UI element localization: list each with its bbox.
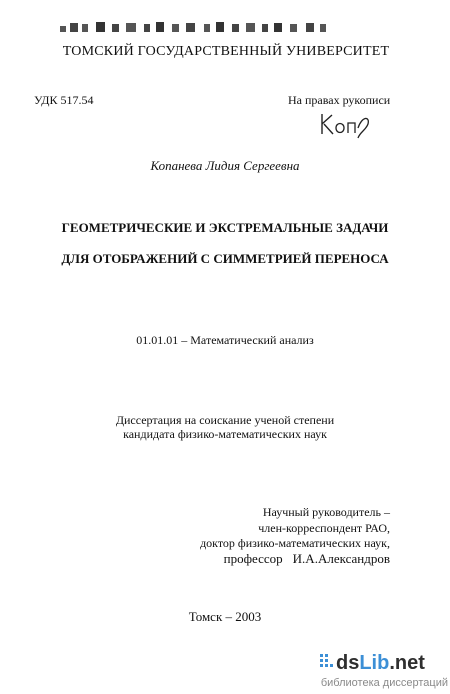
supervisor-title: профессор: [223, 551, 283, 566]
dslib-watermark: [318, 648, 448, 692]
rights-notice: На правах рукописи: [288, 93, 391, 107]
author-name: Копанева Лидия Сергеевна: [150, 158, 300, 173]
dslib-logo-icon: [320, 654, 333, 667]
thesis-title-line-1: ГЕОМЕТРИЧЕСКИЕ И ЭКСТРЕМАЛЬНЫЕ ЗАДАЧИ: [61, 220, 389, 235]
city-year: Томск – 2003: [188, 609, 262, 624]
library-stamp-marks: [60, 18, 330, 40]
dslib-logo: [318, 648, 448, 676]
specialty-code: 01.01.01 – Математический анализ: [136, 333, 314, 347]
university-name: ТОМСКИЙ ГОСУДАРСТВЕННЫЙ УНИВЕРСИТЕТ: [62, 44, 390, 59]
dissertation-degree-line-2: кандидата физико-математических наук: [123, 427, 327, 441]
supervisor-degree: доктор физико-математических наук,: [200, 536, 390, 550]
supervisor-label: Научный руководитель –: [262, 505, 390, 519]
svg-text:dsLib.net: dsLib.net: [336, 652, 425, 674]
dissertation-degree-line-1: Диссертация на соискание ученой степени: [115, 413, 335, 427]
watermark-caption: библиотека диссертаций: [320, 677, 448, 689]
supervisor-name-line: [150, 551, 390, 567]
thesis-title-line-2: ДЛЯ ОТОБРАЖЕНИЙ С СИММЕТРИЕЙ ПЕРЕНОСА: [61, 251, 389, 266]
handwritten-signature: [318, 110, 374, 140]
supervisor-rank: член-корреспондент РАО,: [258, 521, 390, 535]
udk-code: УДК 517.54: [34, 93, 94, 107]
supervisor-name: И.А.Александров: [292, 551, 390, 566]
